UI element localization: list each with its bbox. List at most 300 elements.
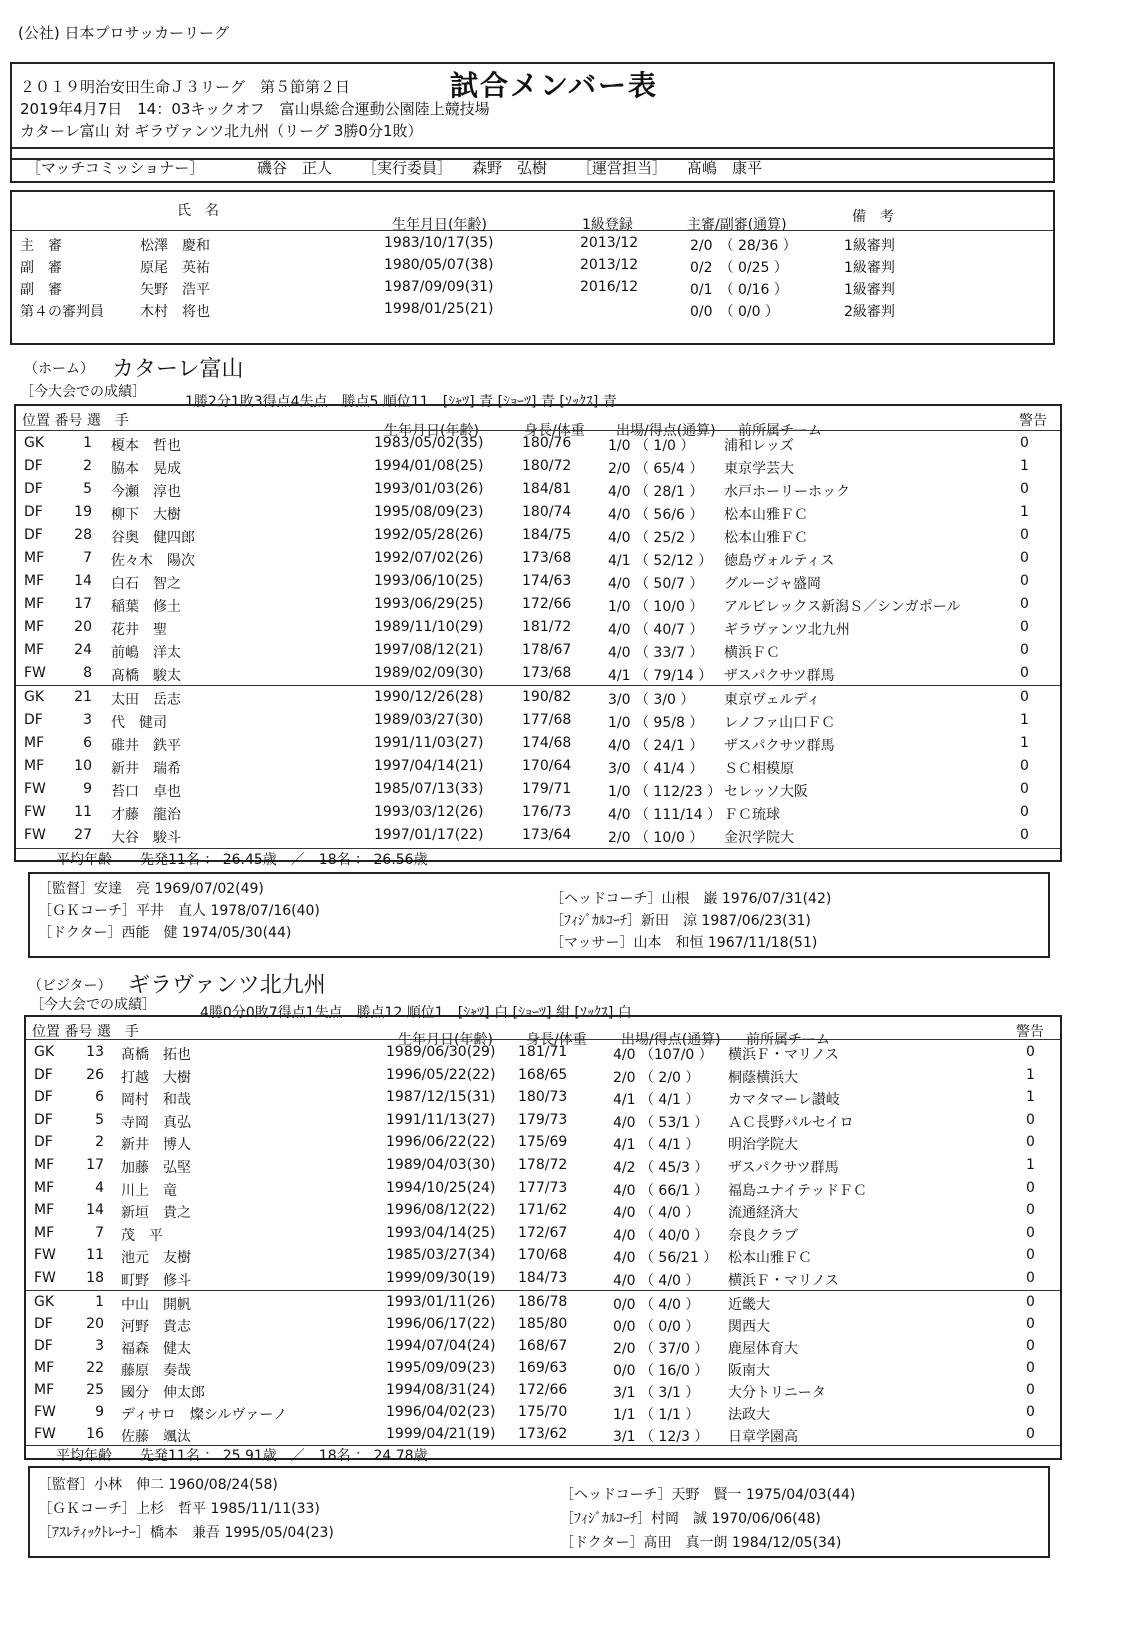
player-number: 17	[74, 596, 92, 612]
player-position: MF	[34, 1157, 55, 1173]
player-previous-team: 松本山雅ＦＣ	[724, 530, 808, 546]
player-previous-team: 東京学芸大	[724, 461, 794, 477]
player-position: GK	[24, 689, 45, 705]
player-previous-team: 桐蔭横浜大	[728, 1069, 798, 1086]
home-staff-right-0: ［ヘッドコーチ］山根 巌 1976/07/31(42)	[550, 891, 832, 907]
referee-match-count: 2/0 （ 28/36 ）	[690, 238, 797, 254]
player-name: 太田 岳志	[111, 692, 181, 708]
player-appearances: 4/0 （ 25/2 ）	[608, 530, 704, 546]
player-previous-team: ザスパクサツ群馬	[724, 668, 835, 684]
player-previous-team: 横浜ＦＣ	[724, 645, 780, 661]
player-previous-team: ギラヴァンツ北九州	[724, 622, 850, 638]
player-appearances: 2/0 （ 37/0 ）	[613, 1341, 709, 1357]
player-previous-team: 鹿屋体育大	[728, 1341, 798, 1357]
player-height-weight: 180/72	[522, 458, 572, 474]
player-birthdate: 1996/05/22(22)	[386, 1066, 496, 1083]
player-warnings: 1	[1020, 504, 1029, 520]
player-warnings: 0	[1020, 642, 1029, 658]
referee-row	[12, 232, 1053, 255]
referee-row	[12, 276, 1053, 299]
match-info-box	[10, 62, 1055, 160]
player-warnings: 0	[1020, 435, 1029, 451]
player-warnings: 1	[1026, 1157, 1035, 1173]
player-birthdate: 1987/12/15(31)	[386, 1089, 496, 1106]
referee-registration: 2013/12	[580, 235, 639, 251]
player-number: 2	[95, 1134, 104, 1151]
player-warnings: 0	[1026, 1179, 1035, 1196]
player-previous-team: 金沢学院大	[724, 830, 794, 846]
home-staff-right-1: ［ﾌｨｼﾞｶﾙｺｰﾁ］新田 涼 1987/06/23(31)	[550, 913, 811, 929]
player-height-weight: 186/78	[518, 1294, 568, 1310]
referee-grade: 2級審判	[844, 304, 895, 320]
player-warnings: 0	[1026, 1044, 1035, 1060]
player-position: DF	[34, 1089, 53, 1106]
referee-name: 矢野 浩平	[140, 282, 210, 298]
home-header-warning: 警告	[1019, 413, 1047, 429]
player-height-weight: 173/68	[522, 550, 572, 566]
player-name: 佐々木 陽次	[111, 553, 195, 569]
player-warnings: 0	[1026, 1224, 1035, 1241]
player-previous-team: 松本山雅ＦＣ	[724, 507, 808, 523]
player-number: 18	[86, 1270, 104, 1286]
player-warnings: 0	[1020, 804, 1029, 820]
player-previous-team: ＦＣ琉球	[724, 807, 780, 823]
away-record: 4勝0分0敗7得点1失点 勝点12 順位1 [ｼｬﾂ] 白 [ｼｮｰﾂ] 紺 [ｿｯｸｽ] 白	[200, 1005, 632, 1021]
executive-label: ［実行委員］	[362, 159, 453, 177]
away-header-apps: 出場/得点(通算)	[621, 1032, 721, 1048]
player-appearances: 4/1 （ 52/12 ）	[608, 553, 713, 569]
referee-grade: 1級審判	[844, 282, 895, 298]
player-height-weight: 184/73	[518, 1270, 568, 1286]
player-warnings: 0	[1026, 1247, 1035, 1264]
document-title: 試合メンバー表	[450, 69, 659, 102]
player-height-weight: 176/73	[522, 804, 572, 820]
player-row	[16, 570, 1060, 593]
referee-match-count: 0/1 （ 0/16 ）	[690, 282, 788, 298]
player-number: 14	[86, 1202, 104, 1219]
player-warnings: 0	[1020, 573, 1029, 589]
referee-row	[12, 298, 1053, 321]
referee-registration: 2016/12	[580, 279, 639, 295]
player-number: 28	[74, 527, 92, 543]
away-header-birth: 生年月日(年齢)	[398, 1032, 493, 1048]
player-position: MF	[24, 573, 45, 589]
player-height-weight: 168/67	[518, 1338, 568, 1354]
player-height-weight: 170/68	[518, 1247, 568, 1264]
player-number: 10	[74, 758, 92, 774]
referee-birthdate: 1987/09/09(31)	[384, 279, 494, 295]
player-position: MF	[34, 1179, 55, 1196]
player-row	[26, 1357, 1060, 1380]
referee-name: 原尾 英祐	[140, 260, 210, 276]
referee-header-name: 氏 名	[177, 203, 219, 219]
player-height-weight: 178/67	[522, 642, 572, 658]
away-header-body: 身長/体重	[526, 1032, 587, 1048]
player-height-weight: 180/73	[518, 1089, 568, 1106]
player-appearances: 4/0 （ 4/0 ）	[613, 1205, 700, 1222]
player-name: 前嶋 洋太	[111, 645, 181, 661]
player-birthdate: 1994/08/31(24)	[386, 1382, 496, 1398]
player-appearances: 0/0 （ 16/0 ）	[613, 1363, 709, 1379]
player-previous-team: 明治学院大	[728, 1137, 798, 1154]
player-previous-team: 水戸ホーリーホック	[724, 484, 850, 500]
player-row	[16, 686, 1060, 709]
away-side-label: （ビジター）	[28, 978, 112, 994]
player-row	[16, 732, 1060, 755]
player-previous-team: 阪南大	[728, 1363, 770, 1379]
player-appearances: 1/1 （ 1/1 ）	[613, 1407, 700, 1423]
away-average-age: 平均年齢 先発11名 ： 25.91歳 ／ 18名 ： 24.78歳	[56, 1448, 428, 1464]
player-warnings: 0	[1026, 1111, 1035, 1128]
referee-name: 木村 将也	[140, 304, 210, 320]
player-appearances: 4/0 （ 66/1 ）	[613, 1182, 709, 1199]
player-position: DF	[34, 1338, 53, 1354]
player-number: 20	[74, 619, 92, 635]
player-number: 7	[95, 1224, 104, 1241]
player-birthdate: 1996/06/22(22)	[386, 1134, 496, 1151]
player-warnings: 1	[1026, 1066, 1035, 1083]
player-row	[26, 1379, 1060, 1402]
player-birthdate: 1989/06/30(29)	[386, 1044, 496, 1060]
player-position: FW	[24, 665, 46, 681]
referee-match-count: 0/0 （ 0/0 ）	[690, 304, 779, 320]
player-appearances: 2/0 （ 65/4 ）	[608, 461, 704, 477]
player-warnings: 0	[1020, 619, 1029, 635]
referee-role: 第４の審判員	[20, 304, 104, 320]
referee-role: 副 審	[20, 282, 62, 298]
player-number: 21	[74, 689, 92, 705]
player-warnings: 0	[1020, 665, 1029, 681]
match-commissioner-name: 磯谷 正人	[257, 159, 333, 177]
player-warnings: 1	[1020, 735, 1029, 751]
away-record-label: ［今大会での成績］	[30, 997, 156, 1013]
player-number: 3	[95, 1338, 104, 1354]
player-name: 才藤 龍治	[111, 807, 181, 823]
player-position: GK	[24, 435, 45, 451]
away-roster-table	[24, 1015, 1062, 1464]
player-name: 代 健司	[111, 715, 167, 731]
referee-registration: 2013/12	[580, 257, 639, 273]
player-birthdate: 1993/03/12(26)	[374, 804, 484, 820]
player-previous-team: 横浜Ｆ・マリノス	[728, 1273, 839, 1289]
player-appearances: 2/0 （ 10/0 ）	[608, 830, 704, 846]
officials-line	[10, 147, 1055, 183]
player-appearances: 4/0 （ 24/1 ）	[608, 738, 704, 754]
player-name: 榎本 哲也	[111, 438, 181, 454]
player-previous-team: アルビレックス新潟Ｓ／シンガポール	[724, 599, 961, 615]
home-staff-right-2: ［マッサー］山本 和恒 1967/11/18(51)	[550, 935, 818, 951]
away-staff-right-0: ［ヘッドコーチ］天野 賢一 1975/04/03(44)	[560, 1487, 856, 1503]
player-birthdate: 1992/07/02(26)	[374, 550, 484, 566]
player-number: 6	[83, 735, 92, 751]
player-previous-team: 近畿大	[728, 1297, 770, 1313]
player-number: 22	[86, 1360, 104, 1376]
player-row	[16, 662, 1060, 685]
player-appearances: 4/1 （ 4/1 ）	[613, 1137, 700, 1154]
player-warnings: 1	[1020, 458, 1029, 474]
referee-grade: 1級審判	[844, 260, 895, 276]
player-row	[16, 547, 1060, 570]
player-position: DF	[24, 504, 43, 520]
player-warnings: 0	[1026, 1202, 1035, 1219]
player-row	[16, 524, 1060, 547]
player-position: DF	[34, 1066, 53, 1083]
player-position: MF	[34, 1224, 55, 1241]
player-name: 髙橋 駿太	[111, 668, 181, 684]
player-birthdate: 1990/12/26(28)	[374, 689, 484, 705]
player-warnings: 0	[1020, 781, 1029, 797]
player-position: FW	[24, 827, 46, 843]
player-name: 大谷 駿斗	[111, 830, 181, 846]
player-name: 稲葉 修土	[111, 599, 181, 615]
player-name: 川上 竜	[121, 1182, 177, 1199]
player-warnings: 0	[1026, 1316, 1035, 1332]
player-position: DF	[24, 481, 43, 497]
player-appearances: 1/0 （ 1/0 ）	[608, 438, 695, 454]
player-appearances: 3/0 （ 41/4 ）	[608, 761, 704, 777]
home-roster-table	[14, 404, 1062, 868]
player-height-weight: 172/66	[518, 1382, 568, 1398]
player-appearances: 3/0 （ 3/0 ）	[608, 692, 695, 708]
player-warnings: 0	[1020, 596, 1029, 612]
player-warnings: 0	[1020, 758, 1029, 774]
player-height-weight: 180/74	[522, 504, 572, 520]
player-warnings: 0	[1026, 1270, 1035, 1286]
player-row	[26, 1267, 1060, 1290]
player-name: 碓井 鉄平	[111, 738, 181, 754]
player-previous-team: レノファ山口ＦＣ	[724, 715, 836, 731]
player-name: 藤原 奏哉	[121, 1363, 191, 1379]
player-height-weight: 174/63	[522, 573, 572, 589]
player-appearances: 0/0 （ 4/0 ）	[613, 1297, 700, 1313]
player-name: 谷奥 健四郎	[111, 530, 195, 546]
player-row	[26, 1401, 1060, 1424]
player-previous-team: 浦和レッズ	[724, 438, 794, 454]
divider	[26, 1039, 1060, 1040]
player-height-weight: 172/67	[518, 1224, 568, 1241]
home-record-label: ［今大会での成績］	[20, 384, 146, 400]
player-position: DF	[34, 1316, 53, 1332]
organization-name: (公社) 日本プロサッカーリーグ	[18, 24, 230, 42]
player-birthdate: 1997/08/12(21)	[374, 642, 484, 658]
player-previous-team: セレッソ大阪	[724, 784, 808, 800]
player-appearances: 3/1 （ 12/3 ）	[613, 1429, 709, 1445]
player-appearances: 4/0 （ 50/7 ）	[608, 576, 704, 592]
player-previous-team: 福島ユナイテッドＦＣ	[728, 1182, 868, 1199]
player-number: 17	[86, 1157, 104, 1173]
player-row	[26, 1041, 1060, 1064]
player-position: DF	[24, 458, 43, 474]
player-warnings: 0	[1026, 1404, 1035, 1420]
home-header-previous: 前所属チーム	[738, 423, 822, 439]
player-row	[26, 1109, 1060, 1132]
home-header-apps: 出場/得点(通算)	[616, 423, 716, 439]
player-birthdate: 1993/06/10(25)	[374, 573, 484, 589]
player-position: FW	[34, 1404, 56, 1420]
player-height-weight: 177/73	[518, 1179, 568, 1196]
player-number: 3	[83, 712, 92, 728]
player-name: 國分 伸太郎	[121, 1385, 205, 1401]
player-warnings: 0	[1020, 550, 1029, 566]
player-row	[16, 478, 1060, 501]
player-row	[26, 1423, 1060, 1446]
player-warnings: 0	[1026, 1426, 1035, 1442]
player-name: 花井 聖	[111, 622, 167, 638]
player-row	[26, 1244, 1060, 1267]
player-position: MF	[34, 1382, 55, 1398]
player-name: 髙橋 拓也	[121, 1047, 191, 1063]
player-number: 26	[86, 1066, 104, 1083]
player-position: MF	[34, 1360, 55, 1376]
away-staff-right-1: ［ﾌｨｼﾞｶﾙｺｰﾁ］村岡 誠 1970/06/06(48)	[560, 1511, 821, 1527]
player-birthdate: 1985/07/13(33)	[374, 781, 484, 797]
player-appearances: 4/1 （ 79/14 ）	[608, 668, 713, 684]
away-staff-left-2: ［ｱｽﾚﾃｨｯｸﾄﾚｰﾅｰ］橋本 兼吾 1995/05/04(23)	[38, 1525, 334, 1541]
player-birthdate: 1983/05/02(35)	[374, 435, 484, 451]
player-previous-team: ザスパクサツ群馬	[724, 738, 835, 754]
player-appearances: 2/0 （ 2/0 ）	[613, 1069, 700, 1086]
home-team-name: カターレ富山	[112, 357, 244, 382]
league-round: ２０１９明治安田生命Ｊ３リーグ 第５節第２日	[20, 78, 351, 96]
player-number: 4	[95, 1179, 104, 1196]
player-birthdate: 1997/01/17(22)	[374, 827, 484, 843]
player-previous-team: ザスパクサツ群馬	[728, 1160, 839, 1176]
player-appearances: 0/0 （ 0/0 ）	[613, 1319, 700, 1335]
player-number: 20	[86, 1316, 104, 1332]
home-side-label: （ホーム）	[24, 361, 94, 377]
operations-label: ［運営担当］	[577, 159, 668, 177]
player-height-weight: 190/82	[522, 689, 572, 705]
player-previous-team: 法政大	[728, 1407, 770, 1423]
player-row	[16, 801, 1060, 824]
player-number: 9	[95, 1404, 104, 1420]
player-birthdate: 1994/07/04(24)	[386, 1338, 496, 1354]
player-position: FW	[34, 1247, 56, 1264]
player-height-weight: 184/81	[522, 481, 572, 497]
player-warnings: 0	[1020, 481, 1029, 497]
player-height-weight: 169/63	[518, 1360, 568, 1376]
player-name: 脇本 晃成	[111, 461, 181, 477]
player-birthdate: 1991/11/13(27)	[386, 1111, 496, 1128]
player-name: 新井 博人	[121, 1137, 191, 1154]
referee-row	[12, 254, 1053, 277]
player-appearances: 4/0 （107/0 ）	[613, 1047, 713, 1063]
referee-birthdate: 1980/05/07(38)	[384, 257, 494, 273]
player-number: 1	[83, 435, 92, 451]
player-row	[16, 455, 1060, 478]
player-row	[26, 1064, 1060, 1087]
player-number: 8	[83, 665, 92, 681]
player-position: DF	[24, 712, 43, 728]
referee-role: 主 審	[20, 238, 62, 254]
referee-birthdate: 1998/01/25(21)	[384, 301, 494, 317]
home-staff-left-2: ［ドクター］西能 健 1974/05/30(44)	[38, 925, 292, 941]
player-number: 1	[95, 1294, 104, 1310]
home-header-birth: 生年月日(年齢)	[384, 423, 479, 439]
referee-header-birth: 生年月日(年齢)	[392, 217, 487, 233]
player-appearances: 4/2 （ 45/3 ）	[613, 1160, 709, 1176]
player-height-weight: 180/76	[522, 435, 572, 451]
player-name: 加藤 弘堅	[121, 1160, 191, 1176]
player-appearances: 1/0 （ 112/23 ）	[608, 784, 722, 800]
player-previous-team: カマタマーレ讃岐	[728, 1092, 840, 1109]
away-staff-left-0: ［監督］小林 伸二 1960/08/24(58)	[38, 1477, 278, 1493]
player-birthdate: 1995/08/09(23)	[374, 504, 484, 520]
player-previous-team: 横浜Ｆ・マリノス	[728, 1047, 839, 1063]
player-height-weight: 174/68	[522, 735, 572, 751]
player-position: MF	[24, 642, 45, 658]
referee-header-count: 主審/副審(通算)	[687, 217, 787, 233]
player-birthdate: 1993/01/11(26)	[386, 1294, 496, 1310]
player-position: FW	[34, 1426, 56, 1442]
player-row	[26, 1177, 1060, 1200]
player-name: 福森 健太	[121, 1341, 191, 1357]
player-appearances: 4/0 （ 40/7 ）	[608, 622, 704, 638]
player-warnings: 0	[1026, 1294, 1035, 1310]
player-warnings: 1	[1026, 1089, 1035, 1106]
player-number: 13	[86, 1044, 104, 1060]
player-position: MF	[24, 596, 45, 612]
home-staff-left-0: ［監督］安達 亮 1969/07/02(49)	[38, 881, 264, 897]
player-row	[16, 593, 1060, 616]
player-appearances: 4/1 （ 4/1 ）	[613, 1092, 700, 1109]
divider	[12, 230, 1053, 231]
player-position: DF	[34, 1111, 53, 1128]
match-teams: カターレ富山 対 ギラヴァンツ北九州（リーグ 3勝0分1敗）	[20, 122, 423, 140]
player-height-weight: 181/71	[518, 1044, 568, 1060]
player-previous-team: グルージャ盛岡	[724, 576, 822, 592]
player-name: 町野 修斗	[121, 1273, 191, 1289]
player-row	[16, 639, 1060, 662]
player-row	[16, 616, 1060, 639]
player-previous-team: 流通経済大	[728, 1205, 798, 1222]
player-birthdate: 1985/03/27(34)	[386, 1247, 496, 1264]
referees-table	[10, 190, 1055, 345]
player-birthdate: 1994/10/25(24)	[386, 1179, 496, 1196]
player-row	[16, 709, 1060, 732]
player-name: 今瀬 淳也	[111, 484, 181, 500]
match-commissioner-label: ［マッチコミッショナー］	[26, 159, 205, 177]
referee-header-note: 備 考	[852, 209, 894, 225]
player-number: 11	[86, 1247, 104, 1264]
away-header-player: 位置 番号 選 手	[32, 1024, 139, 1040]
player-name: 岡村 和哉	[121, 1092, 191, 1109]
referee-name: 松澤 慶和	[140, 238, 210, 254]
player-warnings: 0	[1026, 1360, 1035, 1376]
player-birthdate: 1996/06/17(22)	[386, 1316, 496, 1332]
player-number: 5	[95, 1111, 104, 1128]
player-appearances: 4/0 （ 56/6 ）	[608, 507, 704, 523]
player-warnings: 0	[1020, 527, 1029, 543]
player-height-weight: 179/73	[518, 1111, 568, 1128]
player-birthdate: 1997/04/14(21)	[374, 758, 484, 774]
player-row	[16, 755, 1060, 778]
player-number: 25	[86, 1382, 104, 1398]
player-name: 寺岡 真弘	[121, 1114, 191, 1131]
player-birthdate: 1996/08/12(22)	[386, 1202, 496, 1219]
player-number: 6	[95, 1089, 104, 1106]
player-row	[26, 1131, 1060, 1154]
player-name: 柳下 大樹	[111, 507, 181, 523]
player-previous-team: ＳＣ相模原	[724, 761, 794, 777]
away-header-warning: 警告	[1016, 1024, 1044, 1040]
away-team-name: ギラヴァンツ北九州	[128, 973, 326, 998]
referee-birthdate: 1983/10/17(35)	[384, 235, 494, 251]
player-number: 24	[74, 642, 92, 658]
player-warnings: 0	[1020, 689, 1029, 705]
player-row	[26, 1335, 1060, 1358]
referee-grade: 1級審判	[844, 238, 895, 254]
